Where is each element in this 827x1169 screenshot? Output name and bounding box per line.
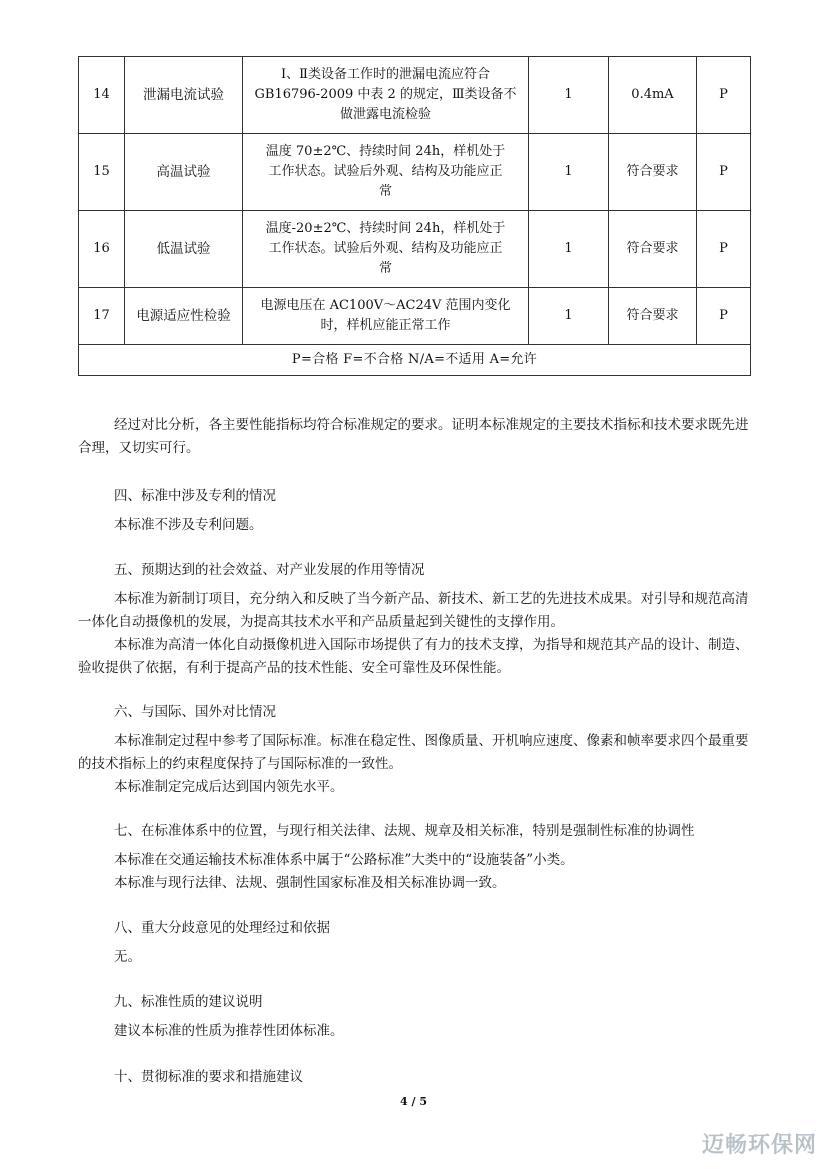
sample-quantity: 1 xyxy=(529,288,609,345)
table-legend-row xyxy=(79,345,751,376)
table-row xyxy=(79,288,751,345)
section-5-paragraph-2: 本标准为高清一体化自动摄像机进入国际市场提供了有力的技术支撑，为指导和规范其产品的设计、制造、验收提供了依据，有利于提高产品的技术性能、安全可靠性及环保性能。 xyxy=(78,637,749,676)
conclusion-paragraph: 经过对比分析，各主要性能指标均符合标准规定的要求。证明本标准规定的主要技术指标和技术要求既先进合理，又切实可行。 xyxy=(78,417,749,456)
table-legend: P=合格 F=不合格 N/A=不适用 A=允许 xyxy=(79,345,751,376)
watermark-logo: 迈畅环保网 xyxy=(701,1133,817,1158)
verdict: P xyxy=(697,288,751,345)
test-requirement: Ⅰ、Ⅱ类设备工作时的泄漏电流应符合 GB16796-2009 中表 2 的规定，Ⅲ类设备不 做泄露电流检验 xyxy=(243,57,529,134)
table-row xyxy=(79,211,751,288)
test-requirement: 温度 70±2℃、持续时间 24h，样机处于 工作状态。试验后外观、结构及功能应正 常 xyxy=(243,134,529,211)
section-heading-10: 十、贯彻标准的要求和措施建议 xyxy=(114,1069,303,1085)
test-result: 符合要求 xyxy=(609,288,697,345)
section-heading-4: 四、标准中涉及专利的情况 xyxy=(114,488,276,504)
row-number: 14 xyxy=(79,57,125,134)
section-6-paragraph-1: 本标准制定过程中参考了国际标准。标准在稳定性、图像质量、开机响应速度、像素和帧率要求四个最重要的技术指标上的约束程度保持了与国际标准的一致性。 xyxy=(78,733,749,772)
verdict: P xyxy=(697,211,751,288)
section-9-paragraph: 建议本标准的性质为推荐性团体标准。 xyxy=(114,1023,344,1039)
test-requirement: 温度-20±2℃、持续时间 24h，样机处于 工作状态。试验后外观、结构及功能应正 常 xyxy=(243,211,529,288)
sample-quantity: 1 xyxy=(529,211,609,288)
section-4-paragraph: 本标准不涉及专利问题。 xyxy=(114,517,263,533)
sample-quantity: 1 xyxy=(529,134,609,211)
section-heading-9: 九、标准性质的建议说明 xyxy=(114,994,263,1010)
page-number: 4 / 5 xyxy=(400,1095,427,1108)
verdict: P xyxy=(697,57,751,134)
section-heading-5: 五、预期达到的社会效益、对产业发展的作用等情况 xyxy=(114,562,425,578)
section-heading-6: 六、与国际、国外对比情况 xyxy=(114,704,276,720)
sample-quantity: 1 xyxy=(529,57,609,134)
test-requirement: 电源电压在 AC100V～AC24V 范围内变化 时，样机应能正常工作 xyxy=(243,288,529,345)
test-results-table xyxy=(78,56,751,376)
row-number: 15 xyxy=(79,134,125,211)
test-result: 符合要求 xyxy=(609,134,697,211)
test-item: 泄漏电流试验 xyxy=(125,57,243,134)
table-row xyxy=(79,134,751,211)
test-item: 低温试验 xyxy=(125,211,243,288)
test-item: 电源适应性检验 xyxy=(125,288,243,345)
test-result: 0.4mA xyxy=(609,57,697,134)
test-item: 高温试验 xyxy=(125,134,243,211)
row-number: 17 xyxy=(79,288,125,345)
section-heading-7: 七、在标准体系中的位置，与现行相关法律、法规、规章及相关标准，特别是强制性标准的协调性 xyxy=(114,823,695,839)
section-8-paragraph: 无。 xyxy=(114,949,141,965)
section-6-paragraph-2: 本标准制定完成后达到国内领先水平。 xyxy=(114,779,344,795)
section-7-paragraph-1: 本标准在交通运输技术标准体系中属于“公路标准”大类中的“设施装备”小类。 xyxy=(114,852,574,868)
row-number: 16 xyxy=(79,211,125,288)
test-result: 符合要求 xyxy=(609,211,697,288)
section-7-paragraph-2: 本标准与现行法律、法规、强制性国家标准及相关标准协调一致。 xyxy=(114,875,506,891)
table-row xyxy=(79,57,751,134)
verdict: P xyxy=(697,134,751,211)
section-heading-8: 八、重大分歧意见的处理经过和依据 xyxy=(114,920,330,936)
section-5-paragraph-1: 本标准为新制订项目，充分纳入和反映了当今新产品、新技术、新工艺的先进技术成果。对引导和规范高清一体化自动摄像机的发展，为提高其技术水平和产品质量起到关键性的支撑作用。 xyxy=(78,591,749,630)
